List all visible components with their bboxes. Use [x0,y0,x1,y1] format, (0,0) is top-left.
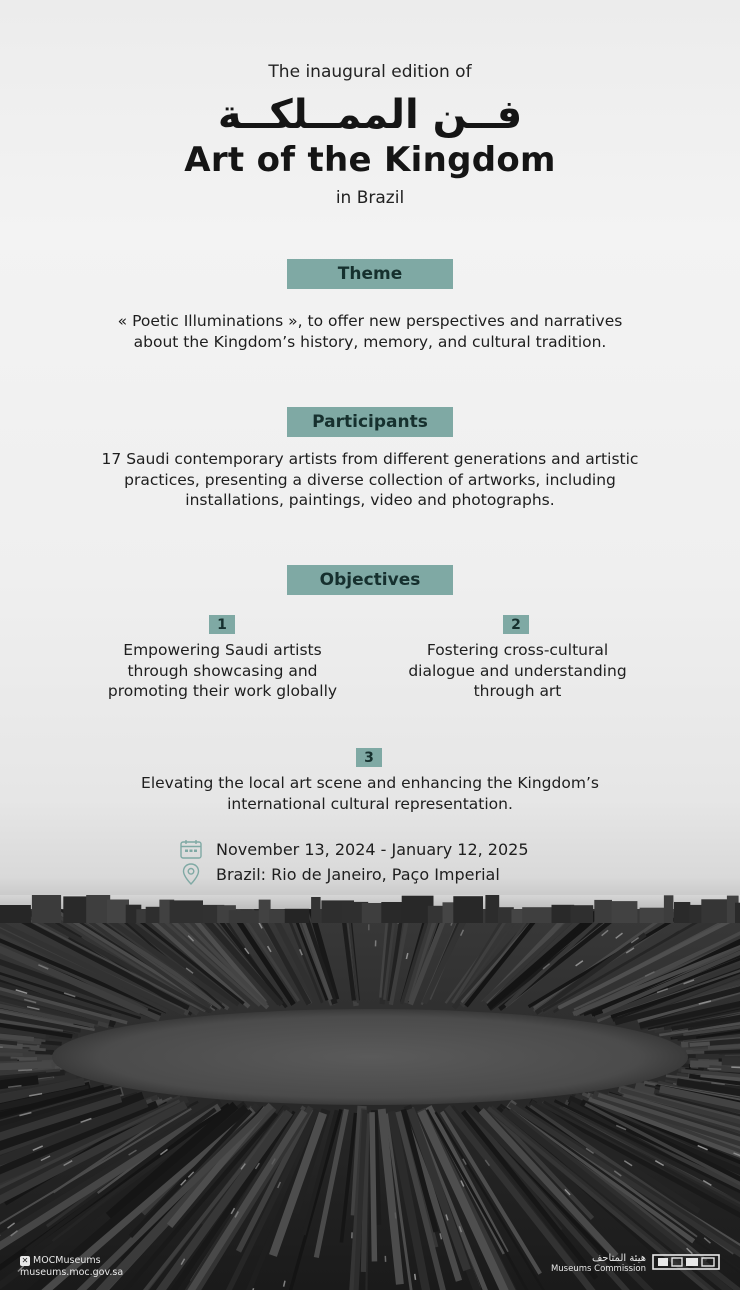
x-logo-icon: ✕ [21,1256,29,1265]
calendar-icon [180,838,202,860]
objective-text-2: Fostering cross-cultural dialogue and understanding through art [408,641,627,700]
org-arabic: هيئة المتاحف [591,1253,646,1264]
social-footer [20,1255,123,1279]
social-handle: MOCMuseums [33,1255,101,1266]
event-location: Brazil: Rio de Janeiro, Paço Imperial [216,864,500,884]
theme-label: Theme [287,259,453,289]
event-location-row [180,863,500,885]
page-title: Art of the Kingdom [184,140,556,180]
museums-commission-logo [551,1253,720,1275]
objective-number-1: 1 [209,615,235,634]
objectives-label: Objectives [287,565,453,595]
event-dates: November 13, 2024 - January 12, 2025 [216,839,529,859]
participants-label: Participants [287,407,453,437]
objective-number-3: 3 [356,748,382,767]
installation-artwork-image [0,895,740,1290]
subtitle: in Brazil [335,188,405,208]
intro-text: The inaugural edition of [268,62,472,82]
museums-commission-mark-icon [652,1253,720,1275]
event-dates-row [180,838,529,860]
location-pin-icon [180,863,202,885]
social-handle-row [20,1255,123,1267]
website-url: museums.moc.gov.sa [20,1267,124,1278]
participants-text: 17 Saudi contemporary artists from different generations and artistic practices, presenting a diverse collection of artworks, including installations, paintings, video and photographs. [101,450,639,509]
org-english: Museums Commission [550,1264,646,1274]
theme-text: « Poetic Illuminations », to offer new perspectives and narratives about the Kingdom’s history, memory, and cultural tradition. [117,312,623,351]
arabic-title: فــن الممــلكــة [217,92,523,138]
objective-number-2: 2 [503,615,529,634]
objective-text-1: Empowering Saudi artists through showcasing and promoting their work globally [107,641,338,700]
objective-text-3: Elevating the local art scene and enhancing the Kingdom’s international cultural representation. [141,774,599,813]
